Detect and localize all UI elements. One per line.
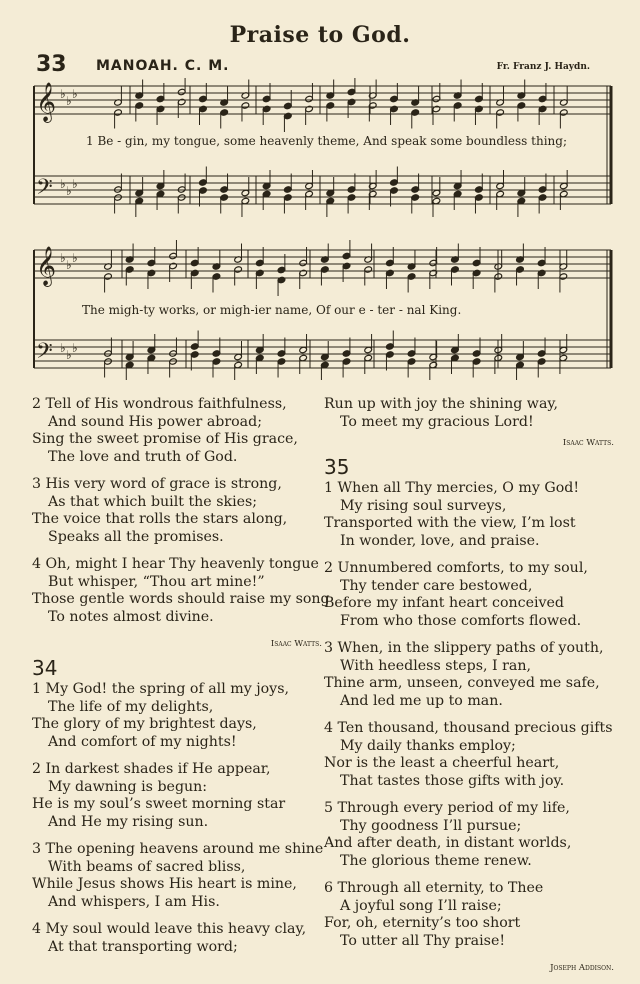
verse-line: And after death, in distant worlds, — [324, 835, 572, 851]
hymn-number: 33 — [36, 52, 67, 77]
verse-line: 1 My God! the spring of all my joys, — [32, 681, 289, 697]
verse-line: As that which built the skies; — [48, 493, 258, 510]
lyric-line-2: The migh-ty works, or migh-ier name, Of our e - ter - nal King. — [82, 303, 462, 317]
verse-line: Speaks all the promises. — [48, 528, 224, 545]
verse-line: Nor is the least a cheerful heart, — [324, 755, 560, 771]
verse-line: From who those comforts flowed. — [340, 612, 582, 629]
verse-line: The glory of my brightest days, — [32, 716, 257, 732]
verse-line: But whisper, “Thou art mine!” — [48, 573, 265, 590]
flat-sign: ♭ — [66, 94, 72, 108]
verse-line: The glorious theme renew. — [340, 852, 532, 869]
verse-line: Those gentle words should raise my song — [32, 591, 330, 607]
verse-line: 3 When, in the slippery paths of youth, — [324, 640, 604, 656]
verse-line: To notes almost divine. — [48, 608, 214, 625]
hymn34-author: Isaac Watts. — [562, 438, 614, 448]
verse-line: My daily thanks employ; — [340, 737, 516, 754]
verse-line: 1 When all Thy mercies, O my God! — [324, 480, 580, 496]
flat-sign: ♭ — [66, 348, 72, 362]
flat-sign: ♭ — [60, 251, 66, 265]
verse-line: For, oh, eternity’s too short — [324, 915, 521, 931]
verse-line: 2 In darkest shades if He appear, — [32, 761, 271, 777]
page-title: Praise to God. — [229, 22, 411, 48]
flat-sign: ♭ — [60, 87, 66, 101]
flat-sign: ♭ — [72, 341, 78, 355]
verse-line: He is my soul’s sweet morning star — [32, 796, 286, 812]
verse-line: Thy goodness I’ll pursue; — [340, 817, 522, 834]
verse-line: Thine arm, unseen, conveyed me safe, — [324, 675, 600, 691]
verse-line: 3 His very word of grace is strong, — [32, 476, 282, 492]
hymn35-verse — [324, 480, 614, 550]
verse-line: 4 Ten thousand, thousand precious gifts — [324, 720, 613, 736]
hymn33-verse — [32, 396, 322, 466]
verse-line: The life of my delights, — [48, 698, 214, 715]
verse-line: Before my infant heart conceived — [324, 595, 564, 611]
treble-clef: 𝄞 — [36, 82, 57, 122]
bass-clef: 𝄢 — [36, 175, 53, 205]
hymn35-verse — [324, 720, 614, 790]
verse-line: The voice that rolls the stars along, — [32, 511, 288, 527]
flat-sign: ♭ — [72, 87, 78, 101]
verse-line: With beams of sacred bliss, — [48, 858, 246, 875]
hymn33-verse — [32, 556, 330, 626]
flat-sign: ♭ — [60, 177, 66, 191]
verse-line: And He my rising sun. — [48, 813, 209, 830]
verse-line: 5 Through every period of my life, — [324, 800, 570, 816]
verse-line: In wonder, love, and praise. — [340, 532, 540, 549]
verse-line: 3 The opening heavens around me shine — [32, 841, 324, 857]
verse-line: My dawning is begun: — [48, 778, 208, 795]
bass-clef: 𝄢 — [36, 339, 53, 369]
left-column — [32, 396, 330, 966]
flat-sign: ♭ — [60, 341, 66, 355]
verse-line: While Jesus shows His heart is mine, — [32, 876, 297, 892]
right-column — [324, 396, 614, 984]
flat-sign: ♭ — [72, 177, 78, 191]
hymn35-number: 35 — [324, 454, 350, 479]
verse-line: Transported with the view, I’m lost — [324, 515, 576, 531]
hymn35-verse — [324, 800, 614, 870]
hymn34-verse — [32, 761, 322, 831]
hymn34-verse — [32, 681, 322, 751]
hymn34-number: 34 — [32, 655, 58, 680]
hymn33-verse — [32, 476, 322, 546]
tune-name: MANOAH. C. M. — [96, 58, 230, 74]
verse-line: And led me up to man. — [340, 692, 503, 709]
verse-line: And comfort of my nights! — [48, 733, 237, 750]
verse-line: Thy tender care bestowed, — [340, 577, 533, 594]
verse-line: 4 Oh, might I hear Thy heavenly tongue — [32, 556, 319, 572]
lyric-line-1: 1 Be - gin, my tongue, some heavenly theme, And speak some boundless thing; — [86, 134, 567, 148]
hymn35-verse — [324, 880, 614, 950]
verse-line: My rising soul surveys, — [340, 497, 507, 514]
verse-line: To utter all Thy praise! — [340, 932, 506, 949]
hymn33-author: Isaac Watts. — [270, 639, 322, 649]
hymn34-verse — [32, 921, 322, 956]
verse-line: That tastes those gifts with joy. — [340, 772, 565, 789]
hymn35-author: Joseph Addison. — [550, 963, 614, 973]
verse-line: To meet my gracious Lord! — [340, 413, 534, 430]
flat-sign: ♭ — [72, 251, 78, 265]
composer: Fr. Franz J. Haydn. — [496, 62, 590, 72]
hymn34-continuation — [324, 396, 614, 431]
verse-line: 2 Unnumbered comforts, to my soul, — [324, 560, 588, 576]
hymn34-verse — [32, 841, 322, 911]
verse-line: And sound His power abroad; — [48, 413, 263, 430]
treble-clef: 𝄞 — [36, 246, 57, 286]
verse-line: Run up with joy the shining way, — [324, 396, 559, 412]
hymn35-verse — [324, 640, 614, 710]
verse-line: At that transporting word; — [48, 938, 238, 955]
music-system-1 — [30, 78, 615, 218]
hymn35-verse — [324, 560, 614, 630]
verse-line: And whispers, I am His. — [48, 893, 220, 910]
flat-sign: ♭ — [66, 258, 72, 272]
flat-sign: ♭ — [66, 184, 72, 198]
verse-line: 6 Through all eternity, to Thee — [324, 880, 544, 896]
verse-line: 2 Tell of His wondrous faithfulness, — [32, 396, 287, 412]
verse-line: A joyful song I’ll raise; — [340, 897, 502, 914]
verse-line: With heedless steps, I ran, — [340, 657, 531, 674]
verse-line: Sing the sweet promise of His grace, — [32, 431, 298, 447]
verse-line: 4 My soul would leave this heavy clay, — [32, 921, 307, 937]
verse-line: The love and truth of God. — [48, 448, 238, 465]
